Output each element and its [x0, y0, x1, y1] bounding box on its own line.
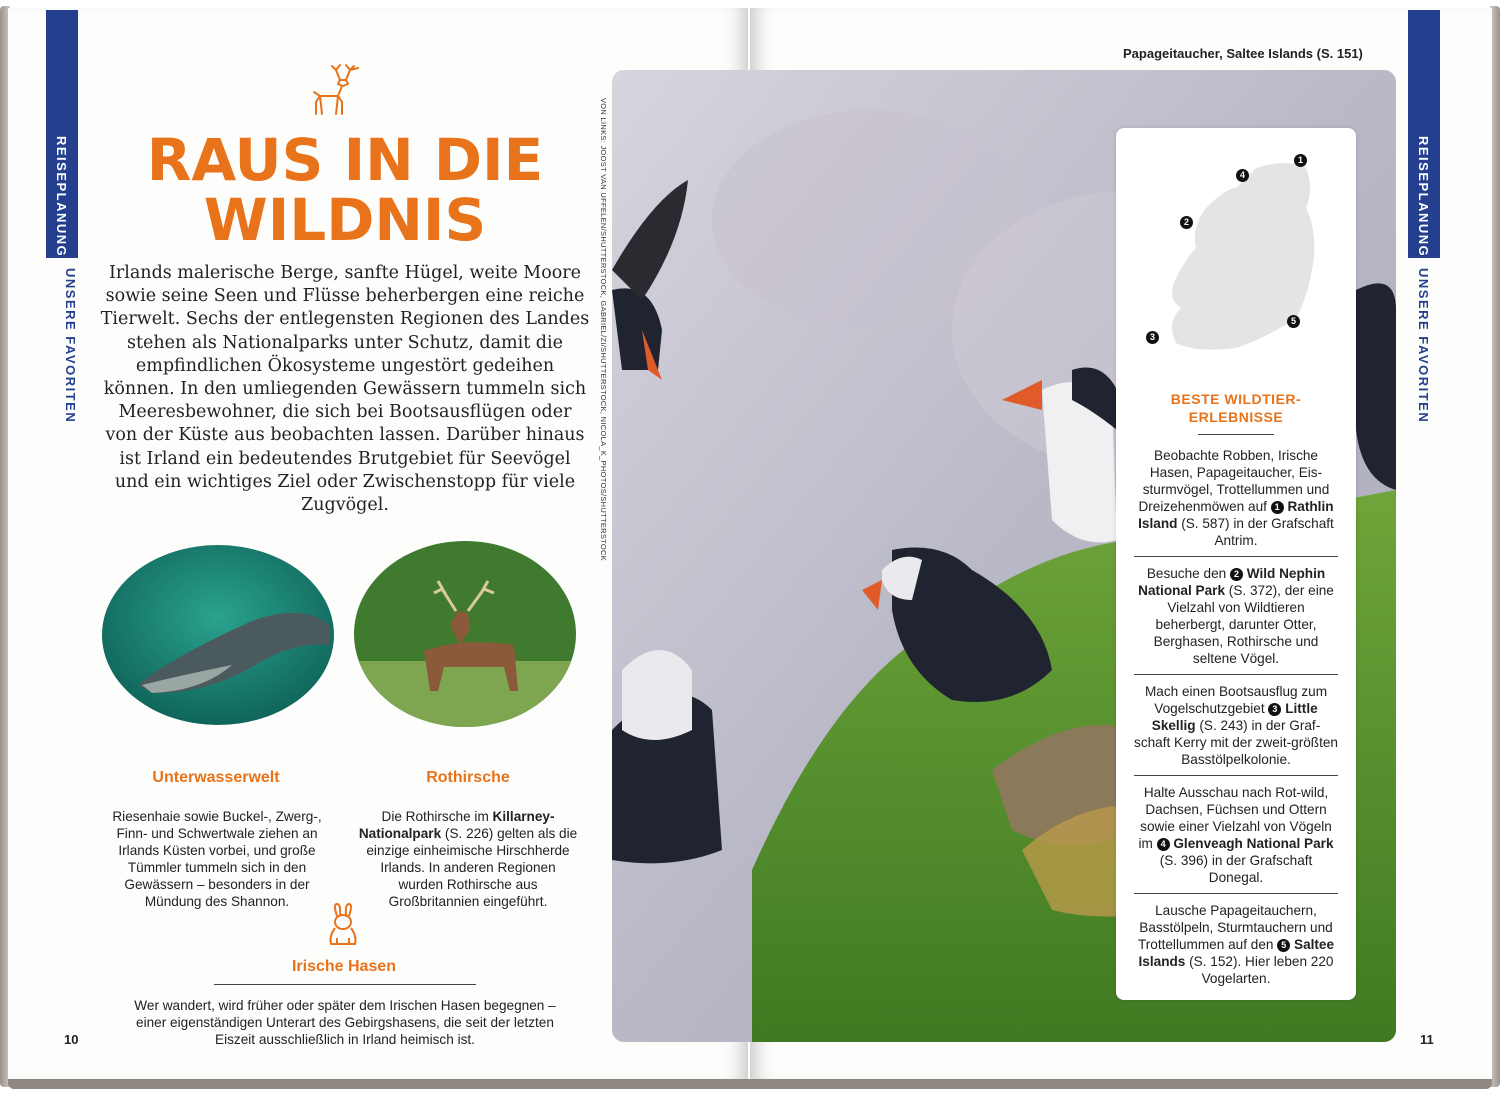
- intro-paragraph: Irlands malerische Berge, sanfte Hügel, weite Moore sowie seine Seen und Flüsse beherbergen eine reiche Tierwelt. Sechs der entlegensten Regionen des Landes stehen als Nationalparks unter Schutz, damit die empfindlichen Ökosysteme ungestört gedeihen können. In den umliegenden Gewässern tummeln sich Meeresbewohner, die sich bei Bootsausflügen oder von der Küste aus beobachten lassen. Darüber hinaus ist Irland ein bedeutendes Brutgebiet für Seevögel und ein wichtiges Ziel oder Zwischenstopp für viele Zugvögel.: [100, 263, 590, 516]
- number-badge: 4: [1157, 838, 1170, 851]
- panel-item-2: Besuche den 2 Wild Nephin National Park (S. 372), der eine Vielzahl von Wildtieren beherbergt, darunter Otter, Berghasen, Rothirsche und seltene Vögel.: [1138, 566, 1334, 666]
- side-tab-label: REISEPLANUNG: [54, 136, 69, 258]
- title-line-1: RAUS IN DIE: [146, 126, 544, 194]
- side-subtitle-right: UNSERE FAVORITEN: [1416, 268, 1431, 424]
- feature-unterwasserwelt-text: Riesenhaie sowie Buckel-, Zwerg-, Finn- und Schwertwale ziehen an Irlands Küsten vorbei, und große Tümmler tummeln sich in den Gewässern – besonders in der Mündung des Shannon.: [112, 809, 322, 909]
- page-title: [100, 126, 590, 254]
- panel-divider: [1134, 775, 1338, 776]
- feature-rothirsche-text: Die Rothirsche im Killarney-Nationalpark (S. 226) gelten als die einzige einheimische Hirschherde Irlands. In anderen Regionen wurden Rothirsche aus Großbritannien eingeführt.: [358, 809, 578, 909]
- book-edge-bottom: [8, 1079, 1492, 1089]
- ireland-map: [1136, 148, 1336, 358]
- side-tab-left: [46, 10, 78, 258]
- number-badge: 2: [1230, 568, 1243, 581]
- panel-heading-rule: [1198, 434, 1274, 435]
- deer-icon: [310, 62, 372, 118]
- panel-divider: [1134, 556, 1338, 557]
- number-badge: 3: [1268, 703, 1281, 716]
- red-deer-photo: [354, 541, 576, 727]
- feature-unterwasserwelt-heading: Unterwasserwelt: [152, 769, 280, 786]
- photo-credit: VON LINKS: JOOST VAN UFFELEN/SHUTTERSTOCK, GABRIEL/ZI/SHUTTERSTOCK, NICOLA_K_PHOTOS/SHUTTERSTOCK: [599, 98, 608, 562]
- map-marker-4: 4: [1236, 169, 1249, 182]
- panel-item-5: Lausche Papageitauchern, Basstölpeln, Sturmtauchern und Trottellummen auf den 5 Saltee Islands (S. 152). Hier leben 220 Vogelarten.: [1137, 903, 1335, 986]
- panel-divider: [1134, 674, 1338, 675]
- map-marker-5: 5: [1287, 315, 1300, 328]
- map-marker-3: 3: [1146, 331, 1159, 344]
- number-badge: 1: [1271, 501, 1284, 514]
- panel-item-3: Mach einen Bootsausflug zum Vogelschutzgebiet 3 Little Skellig (S. 243) in der Graf-schaft Kerry mit der zweit-größten Basstölpelkolonie.: [1134, 684, 1338, 767]
- panel-heading: BESTE WILDTIER- ERLEBNISSE: [1170, 391, 1302, 425]
- panel-item-4: Halte Ausschau nach Rot-wild, Dachsen, Füchsen und Ottern sowie einer Vielzahl von Vögeln im 4 Glenveagh National Park (S. 396) in der Grafschaft Donegal.: [1138, 785, 1334, 885]
- feature-irische-hasen-text: Wer wandert, wird früher oder später dem Irischen Hasen begegnen – einer eigenständigen Unterart des Gebirgshasens, die seit der letzten Eiszeit ausschließlich in Irland heimisch ist.: [134, 998, 556, 1047]
- side-tab-right: [1408, 10, 1440, 258]
- hare-icon: [323, 902, 363, 948]
- feature-rothirsche-heading: Rothirsche: [426, 769, 510, 786]
- number-badge: 5: [1277, 939, 1290, 952]
- wildlife-panel: [1116, 128, 1356, 1000]
- page-number-left: 10: [64, 1032, 79, 1047]
- side-subtitle: UNSERE FAVORITEN: [63, 268, 78, 424]
- map-marker-1: 1: [1294, 154, 1307, 167]
- feature-irische-hasen-heading: Irische Hasen: [291, 958, 397, 975]
- map-marker-2: 2: [1180, 216, 1193, 229]
- panel-item-1: Beobachte Robben, Irische Hasen, Papageitaucher, Eis-sturmvögel, Trottellummen und Dreizehenmöwen auf 1 Rathlin Island (S. 587) in der Grafschaft Antrim.: [1138, 448, 1334, 548]
- panel-divider: [1134, 893, 1338, 894]
- title-line-2: WILDNIS: [203, 186, 487, 254]
- photo-caption: Papageitaucher, Saltee Islands (S. 151): [1123, 46, 1363, 61]
- dolphin-photo: [102, 545, 334, 725]
- side-tab-label-right: REISEPLANUNG: [1416, 136, 1431, 258]
- feature-divider: [214, 984, 476, 985]
- page-number-right: 11: [1420, 1032, 1434, 1047]
